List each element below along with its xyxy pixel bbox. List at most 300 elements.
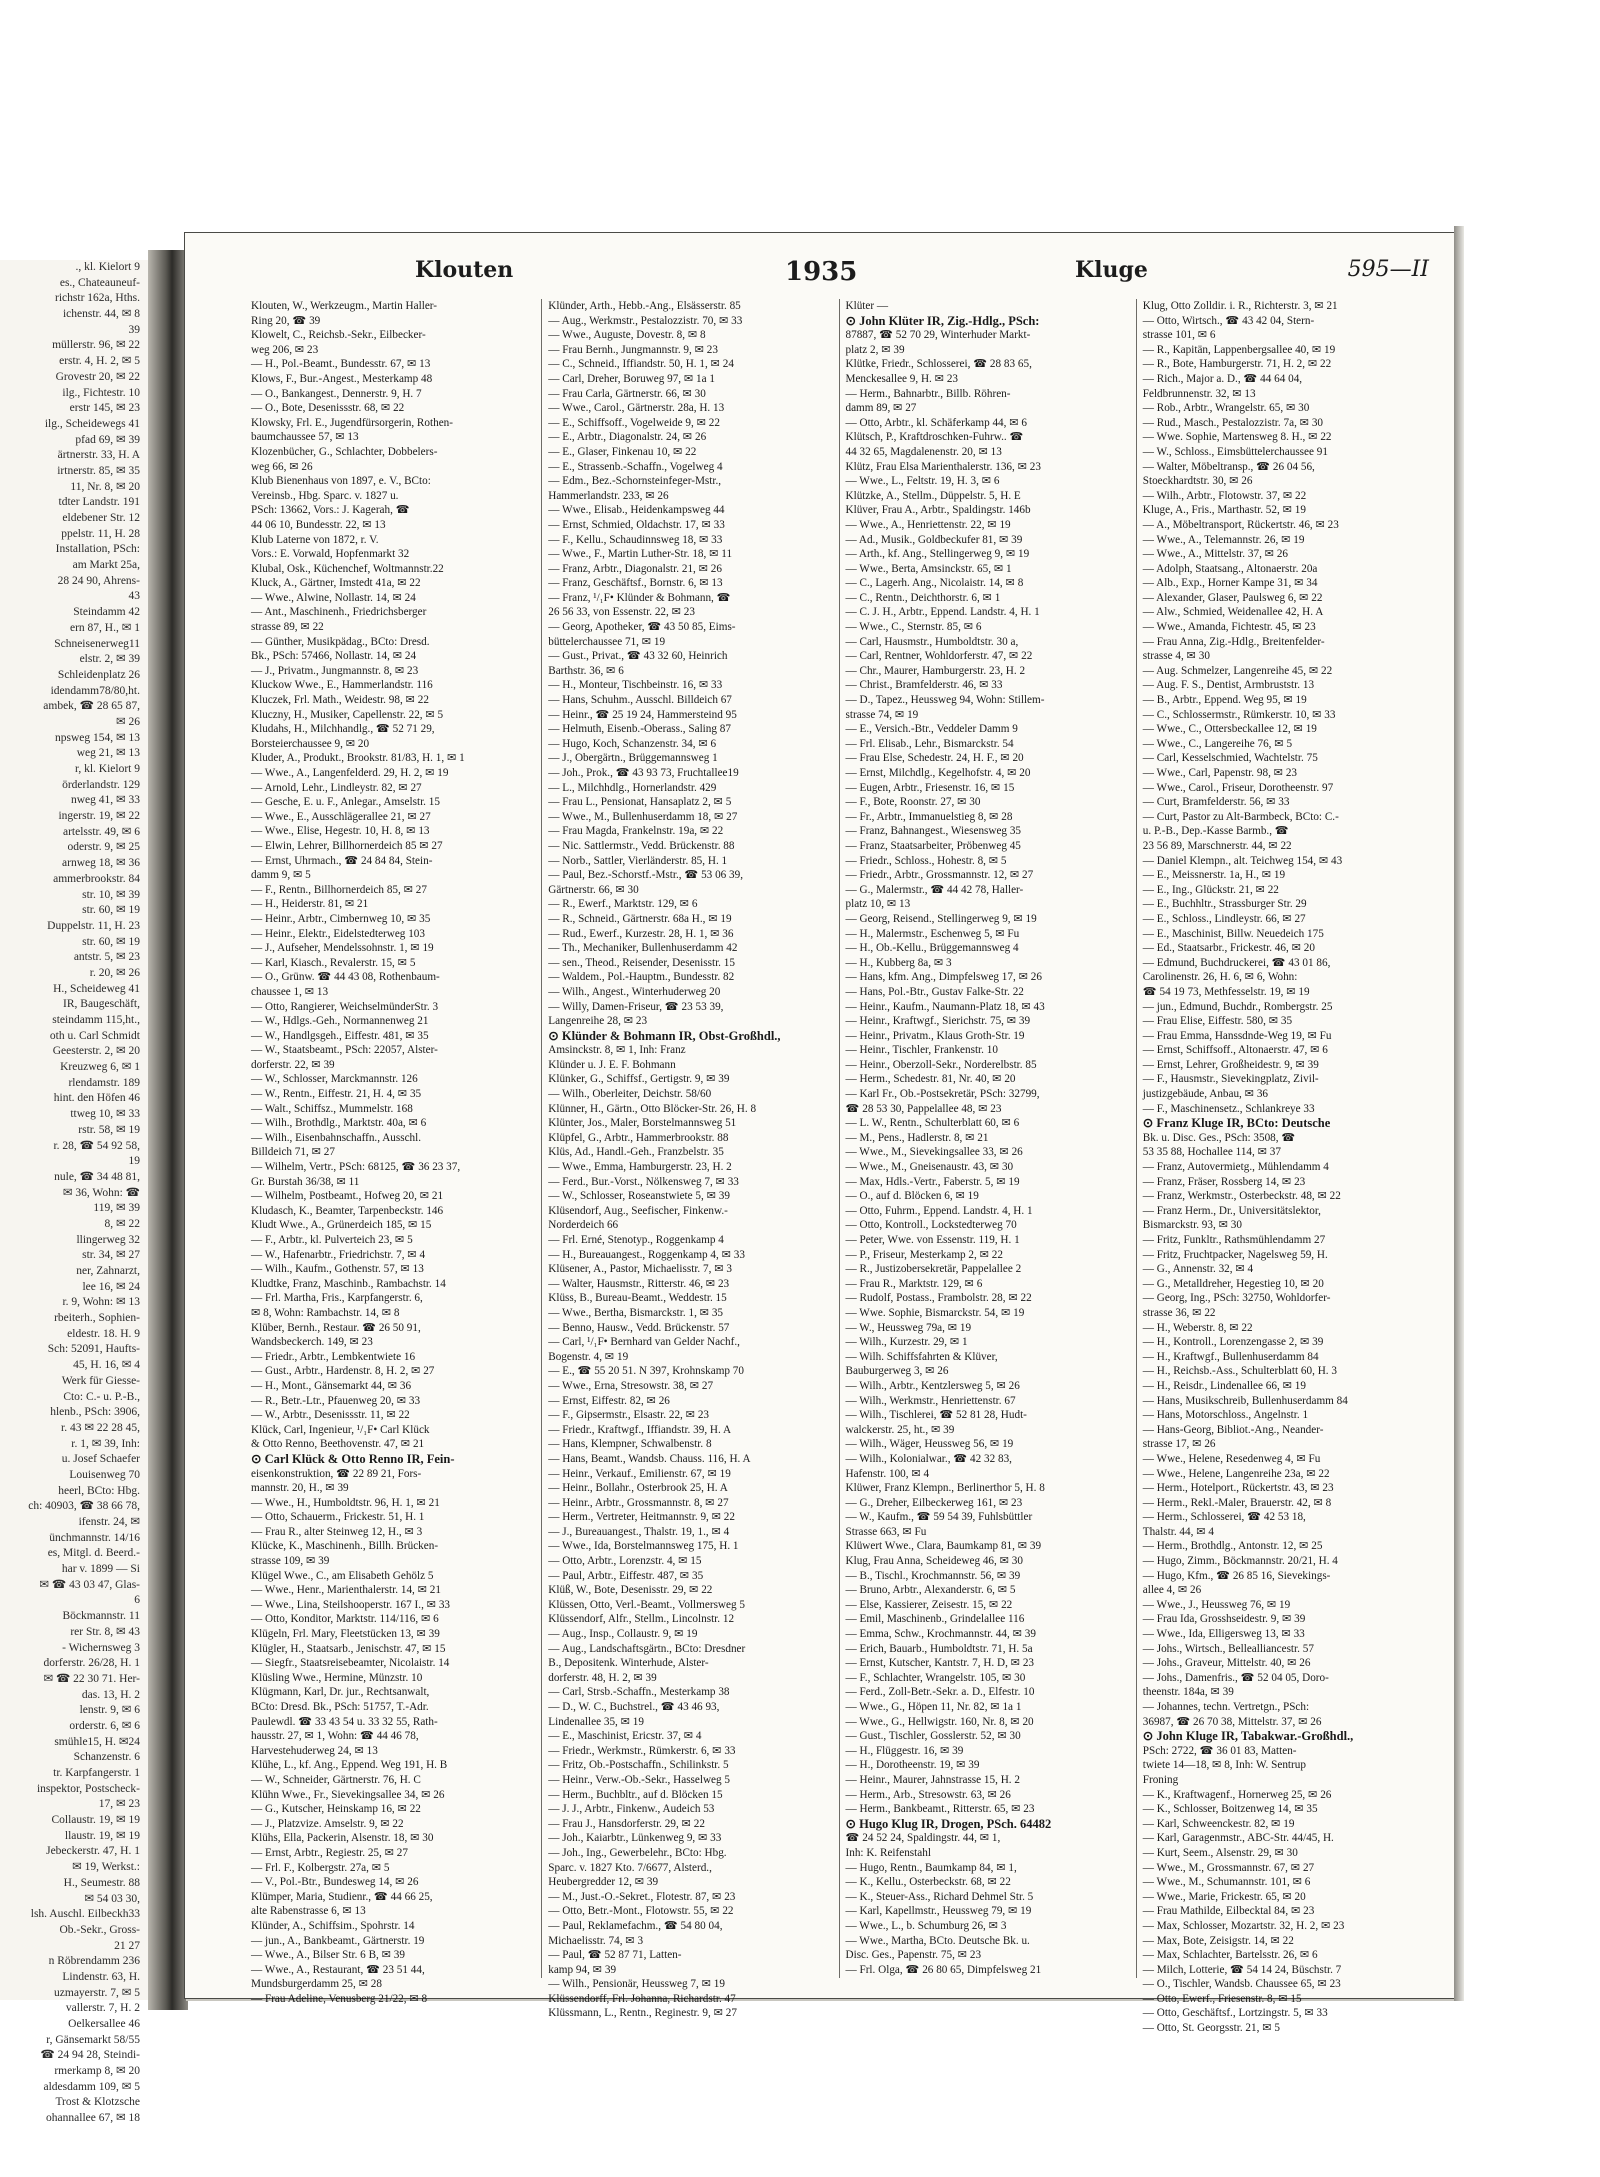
directory-entry: — Wwe., A., Telemannstr. 26, ✉ 19 [1142,533,1305,546]
directory-entry: — E., Schiffsoff., Vogelweide 9, ✉ 22 [548,416,720,429]
left-page-line: n Röbrendamm 236 [48,1955,140,1968]
directory-entry: — F., Bote, Roonstr. 27, ✉ 30 [845,796,981,809]
directory-entry: Klüs, Ad., Handl.-Geh., Franzbelstr. 35 [548,1146,724,1159]
directory-entry: — Otto, Rangierer, WeichselmünderStr. 3 [251,1000,439,1013]
directory-entry: Klüssendorff, Frl. Johanna, Richardstr. 47 [548,1992,736,2005]
left-page-line: ppelstr. 11, H. 28 [61,527,140,540]
directory-entry: — Hans, Beamt., Wandsb. Chauss. 116, H. A [548,1452,751,1465]
left-page-line: ttweg 10, ✉ 33 [70,1108,140,1121]
directory-entry: — Heinr., Verw.-Ob.-Sekr., Hasselweg 5 [548,1773,731,1786]
directory-entry: eisenkonstruktion, ☎ 22 89 21, Fors- [251,1467,422,1480]
directory-entry: Kluckow Wwe., E., Hammerlandstr. 116 [251,679,433,692]
directory-entry: — W., Hafenarbtr., Friedrichstr. 7, ✉ 4 [251,1248,426,1261]
left-page-line: steindamm 115,ht., [52,1014,140,1026]
directory-entry: — Wilh., Brothdlg., Marktstr. 40a, ✉ 6 [251,1117,427,1130]
directory-entry: — Wwe., Elisab., Heidenkampsweg 44 [548,504,725,517]
directory-entry: — W., Schlosser, Marckmannstr. 126 [251,1073,418,1086]
directory-entry: — Wwe., Erna, Stresowstr. 38, ✉ 27 [548,1379,714,1392]
directory-entry: — Ferd., Zoll-Betr.-Sekr. a. D., Elfestr. 10 [845,1686,1035,1699]
directory-entry: — B., Arbtr., Eppend. Weg 95, ✉ 19 [1142,694,1307,707]
left-page-line: rer Str. 8, ✉ 43 [70,1625,140,1638]
directory-entry: — Heinr., Maurer, Jahnstrasse 15, H. 2 [845,1773,1020,1786]
directory-entry: — Franz, Autovermietg., Mühlendamm 4 [1142,1161,1329,1174]
directory-entry: — Frau L., Pensionat, Hansaplatz 2, ✉ 5 [548,796,732,809]
directory-entry: — Wwe., A., Mittelstr. 37, ✉ 26 [1142,548,1289,561]
directory-entry: — Franz, Fräser, Rossberg 14, ✉ 23 [1142,1175,1306,1188]
directory-entry: — G., Annenstr. 32, ✉ 4 [1142,1263,1254,1276]
directory-entry: — Wilh., Arbtr., Flotowstr. 37, ✉ 22 [1142,489,1307,502]
left-page-line: ünchmannstr. 14/16 [49,1531,140,1544]
directory-entry: — Carl, Rentner, Wohldorferstr. 47, ✉ 22 [845,650,1033,663]
left-page-line: orderstr. 6, ✉ 6 [69,1719,140,1732]
left-page-line: ärtnerstr. 33, H. A [57,449,140,462]
directory-entry: — Wilh., Werkmstr., Henriettenstr. 67 [845,1394,1016,1407]
directory-entry: — Hans, Motorschloss., Angelnstr. 1 [1142,1409,1309,1422]
left-page-line: ifenstr. 24, ✉ [78,1516,140,1528]
directory-entry: — Heinr., Verkauf., Emilienstr. 67, ✉ 19 [548,1467,731,1480]
left-page-line: vallerstr. 7, H. 2 [65,2002,140,2015]
left-page-line: lee 16, ✉ 24 [82,1280,140,1293]
left-page-line: das. 13, H. 2 [81,1688,140,1701]
directory-entry: 26 56 33, von Essenstr. 22, ✉ 23 [548,606,695,619]
directory-entry: — H., Weberstr. 8, ✉ 22 [1142,1321,1253,1334]
directory-entry: — Friedr., Schloss., Hohestr. 8, ✉ 5 [845,854,1007,867]
directory-entry: — G., Malermstr., ☎ 44 42 78, Haller- [845,883,1024,896]
directory-entry: — Heinr., Kaufm., Naumann-Platz 18, ✉ 43 [845,1000,1045,1013]
directory-entry: — Karl, Schweenckestr. 82, ✉ 19 [1142,1817,1295,1830]
directory-entry: — Wwe., Berta, Amsinckstr. 65, ✉ 1 [845,562,1012,575]
directory-entry: Klubal, Osk., Küchenchef, Woltmannstr.22 [251,562,444,575]
directory-entry: — Otto, Fuhrm., Eppend. Landstr. 4, H. 1 [845,1204,1033,1217]
directory-entry: Kludt Wwe., A., Grünerdeich 185, ✉ 15 [251,1219,432,1232]
directory-entry: — Aug., Insp., Collaustr. 9, ✉ 19 [548,1628,698,1641]
directory-entry: — Rob., Arbtr., Wrangelstr. 65, ✉ 30 [1142,402,1310,415]
left-page-line: r. 9, Wohn: ✉ 13 [62,1296,140,1309]
directory-entry: platz 2, ✉ 39 [845,343,905,356]
directory-entry: — Wilh., Tischlerei, ☎ 52 81 28, Hudt- [845,1409,1027,1422]
directory-entry: — Curt, Pastor zu Alt-Barmbeck, BCto: C.- [1142,810,1339,823]
directory-entry: — Hugo, Zimm., Böckmannstr. 20/21, H. 4 [1142,1555,1338,1568]
directory-entry: — Wwe., Alwine, Nollastr. 14, ✉ 24 [251,591,416,604]
directory-entry: — Wwe., A., Bilser Str. 6 B, ✉ 39 [251,1949,405,1962]
directory-entry: allee 4, ✉ 26 [1142,1584,1202,1597]
directory-entry: — Franz, Bahnangest., Wiesensweg 35 [845,825,1022,838]
directory-entry: — Frau Emma, Hanssdnde-Weg 19, ✉ Fu [1142,1029,1332,1042]
directory-entry: — Paul, Bez.-Schorstf.-Mstr., ☎ 53 06 39, [548,869,744,882]
directory-entry: — Max, Schlachter, Bartelsstr. 26, ✉ 6 [1142,1949,1318,1962]
directory-entry: chaussee 1, ✉ 13 [251,985,329,998]
directory-entry: ⊙ John Kluge IR, Tabakwar.-Großhdl., [1142,1729,1354,1744]
directory-entry: — O., Bankangest., Dennerstr. 9, H. 7 [251,387,422,400]
directory-entry: — Ed., Staatsarbr., Frickestr. 46, ✉ 20 [1142,942,1315,955]
directory-entry: — Otto, Arbtr., kl. Schäferkamp 44, ✉ 6 [845,416,1028,429]
left-page-line: ✉ 36, Wohn: ☎ [62,1186,140,1199]
directory-entry: — Walt., Schiffsz., Mummelstr. 168 [251,1102,413,1115]
directory-entry: Stoeckhardtstr. 30, ✉ 26 [1142,475,1253,488]
left-page-line: oth u. Carl Schmidt [49,1029,140,1042]
directory-entry: — W., Heussweg 79a, ✉ 19 [845,1321,972,1334]
directory-entry: — Nic. Sattlermstr., Vedd. Brückenstr. 88 [548,839,735,852]
directory-entry: — Wwe., J., Heussweg 76, ✉ 19 [1142,1598,1291,1611]
directory-entry: — H., Reisdr., Lindenallee 66, ✉ 19 [1142,1379,1306,1392]
left-page-fragment [0,260,150,2125]
directory-entry: — Hugo, Rentn., Baumkamp 84, ✉ 1, [845,1861,1017,1874]
directory-entry: ⊙ Hugo Klug IR, Drogen, PSch. 64482 [845,1816,1052,1831]
directory-entry: — Ernst, Uhrmach., ☎ 24 84 84, Stein- [251,854,433,867]
directory-entry: — Wwe., C., Sternstr. 85, ✉ 6 [845,621,982,634]
directory-entry: Kluczek, Frl. Math., Weidestr. 98, ✉ 22 [251,694,429,707]
directory-entry: — Gust., Privat., ☎ 43 32 60, Heinrich [548,650,728,663]
directory-entry: — Wwe., M., Bullenhuserdamm 18, ✉ 27 [548,810,738,823]
directory-entry: — O., Tischler, Wandsb. Chaussee 65, ✉ 23 [1142,1978,1341,1991]
directory-entry: Klüsener, A., Pastor, Michaelisstr. 7, ✉ 3 [548,1263,732,1276]
left-page-line: Trost & Klotzsche [55,2096,140,2109]
directory-entry: — Wwe., Henr., Marienthalerstr. 14, ✉ 21 [251,1584,441,1597]
directory-entry: — H., Ob.-Kellu., Brüggemannsweg 4 [845,942,1019,955]
directory-entry: Klühe, L., kf. Ang., Eppend. Weg 191, H. B [251,1759,448,1772]
directory-entry: Menckesallee 9, H. ✉ 23 [845,372,959,385]
directory-entry: — Milch, Lotterie, ☎ 54 14 24, Büschstr. 7 [1142,1963,1342,1976]
directory-entry: u. P.-B., Dep.-Kasse Barmb., ☎ [1142,825,1289,838]
directory-entry: — H., Dorotheenstr. 19, ✉ 39 [845,1759,980,1772]
left-page-line: müllerstr. 96, ✉ 22 [52,339,140,352]
directory-entry: — Frl. F., Kolbergstr. 27a, ✉ 5 [251,1861,390,1874]
directory-entry: dorferstr. 48, H. 2, ✉ 39 [548,1671,657,1684]
left-page-line: Louisenweg 70 [69,1468,140,1481]
left-page-line: Ob.-Sekr., Gross- [59,1923,140,1936]
directory-entry: — Frl. Olga, ☎ 26 80 65, Dimpfelsweg 21 [845,1963,1042,1976]
directory-entry: — E., Arbtr., Diagonalstr. 24, ✉ 26 [548,431,707,444]
left-page-line: u. Josef Schaefer [61,1453,140,1466]
directory-entry: — Peter, Wwe. von Essenstr. 119, H. 1 [845,1234,1020,1246]
directory-entry: — J., Platzvize. Amselstr. 9, ✉ 22 [251,1817,404,1830]
directory-entry: — Georg, Ing., PSch: 32750, Wohldorfer- [1142,1292,1331,1305]
directory-entry: 44 32 65, Magdalenenstr. 20, ✉ 13 [845,445,1002,458]
directory-entry: Klows, F., Bur.-Angest., Mesterkamp 48 [251,372,433,385]
directory-entry: — Gust., Arbtr., Hardenstr. 8, H. 2, ✉ 27 [251,1365,435,1378]
left-page-line: str. 60, ✉ 19 [82,904,140,917]
directory-entry: — L. W., Rentn., Schulterblatt 60, ✉ 6 [845,1117,1020,1130]
directory-entry: — Hugo, Koch, Schanzenstr. 34, ✉ 6 [548,737,717,750]
directory-entry: ☎ 54 19 73, Methfesselstr. 19, ✉ 19 [1142,985,1310,998]
directory-entry: — Johannes, techn. Vertretgn., PSch: [1142,1701,1310,1713]
left-page-line: str. 34, ✉ 27 [82,1249,140,1262]
column-2 [541,299,838,2020]
left-page-line: ilg., Fichtestr. 10 [62,386,140,399]
directory-entry: — H., Kubberg 8a, ✉ 3 [845,956,952,969]
directory-entry: — E., Ing., Glückstr. 21, ✉ 22 [1142,883,1279,896]
directory-entry: — R., Bote, Hamburgerstr. 71, H. 2, ✉ 22 [1142,358,1332,371]
directory-entry: — Daniel Klempn., alt. Teichweg 154, ✉ 43 [1142,854,1343,867]
directory-entry: — Ernst, Schmied, Oldachstr. 17, ✉ 33 [548,518,725,531]
entry-columns [245,299,1433,2035]
directory-entry: Klünder, A., Schiffsim., Spohrstr. 14 [251,1919,415,1932]
directory-entry: Wandsbeckerch. 149, ✉ 23 [251,1336,373,1349]
directory-entry: — Wwe., C., Ottersbeckallee 12, ✉ 19 [1142,723,1317,736]
directory-entry: — Willy, Damen-Friseur, ☎ 23 53 39, [548,1000,724,1013]
directory-entry: — Wwe., A., Langenfelderd. 29, H. 2, ✉ 19 [251,767,449,779]
directory-entry: — F., Hausmstr., Sievekingplatz, Zivil- [1142,1073,1319,1086]
directory-entry: — Wwe., Carl, Papenstr. 98, ✉ 23 [1142,767,1298,779]
directory-entry: — M., Just.-O.-Sekret., Flotestr. 87, ✉ 23 [548,1890,736,1903]
directory-entry: — Wwe., L., b. Schumburg 26, ✉ 3 [845,1919,1007,1932]
directory-entry: Langenreihe 28, ✉ 23 [548,1015,648,1028]
directory-entry: — Carl, Strsb.-Schaffn., Mesterkamp 38 [548,1686,730,1699]
directory-entry: — Aug. Schmelzer, Langenreihe 45, ✉ 22 [1142,664,1333,677]
directory-entry: — Emil, Maschinenb., Grindelallee 116 [845,1613,1025,1626]
directory-entry: 36987, ☎ 26 70 38, Mittelstr. 37, ✉ 26 [1142,1715,1322,1728]
directory-entry: Bogenstr. 4, ✉ 19 [548,1350,629,1363]
directory-entry: Froning [1142,1773,1179,1786]
left-page-line: str. 60, ✉ 19 [82,935,140,948]
directory-entry: — Georg, Apotheker, ☎ 43 50 85, Eims- [548,621,736,634]
directory-entry: Klüss, B., Bureau-Beamt., Weddestr. 15 [548,1292,727,1305]
directory-entry: — Hans, Klempner, Schwalbenstr. 8 [548,1438,712,1451]
book-spine [148,250,188,2010]
directory-entry: — J., Privatm., Jungmannstr. 8, ✉ 23 [251,664,419,677]
directory-entry: — Herm., Hotelport., Rückertstr. 43, ✉ 23 [1142,1482,1334,1495]
directory-entry: — Otto, Ewerf., Friesenstr. 8, ✉ 15 [1142,1992,1302,2005]
directory-entry: — K., Kraftwagenf., Hornerweg 25, ✉ 26 [1142,1788,1332,1801]
directory-entry: Carolinenstr. 26, H. 6, ✉ 6, Wohn: [1142,971,1298,984]
directory-entry: — Wilh., Kurzestr. 29, ✉ 1 [845,1336,968,1349]
left-page-line: eldestr. 18. H. 9 [67,1327,140,1340]
directory-entry: — jun., A., Bankbeamt., Gärtnerstr. 19 [251,1934,425,1947]
directory-entry: ✉ 8, Wohn: Rambachstr. 14, ✉ 8 [251,1306,400,1319]
directory-entry: weg 206, ✉ 23 [251,343,319,356]
directory-entry: strasse 89, ✉ 22 [251,621,324,634]
directory-entry: — Wwe., Carol., Friseur, Dorotheenstr. 97 [1142,781,1334,794]
directory-entry: — W., Schlosser, Roseanstwiete 5, ✉ 39 [548,1190,730,1203]
directory-entry: — Max, Schlosser, Mozartstr. 32, H. 2, ✉ 23 [1142,1919,1345,1932]
directory-entry: — Wilhelm, Postbeamt., Hofweg 20, ✉ 21 [251,1190,444,1203]
left-page-line: Jebeckerstr. 47, H. 1 [46,1845,140,1858]
left-page-line: heerl, BCto: Hbg. [58,1484,140,1497]
directory-entry: — Wwe., Martha, BCto. Deutsche Bk. u. [845,1934,1030,1947]
directory-entry: — Heinr., Oberzoll-Sekr., Norderelbstr. 85 [845,1058,1037,1071]
directory-entry: Klütz, Frau Elsa Marienthalerstr. 136, ✉ 23 [845,460,1041,473]
directory-entry: — Fritz, Fruchtpacker, Nagelsweg 59, H. [1142,1248,1328,1261]
directory-entry: — Heinr., Arbtr., Cimbernweg 10, ✉ 35 [251,912,431,925]
directory-entry: Feldbrunnenstr. 32, ✉ 13 [1142,387,1256,400]
directory-entry: — E., Schloss., Lindleystr. 66, ✉ 27 [1142,912,1306,925]
directory-entry: — Frau Ida, Grosshseidestr. 9, ✉ 39 [1142,1613,1306,1626]
directory-entry: — Wwe., Marie, Frickestr. 65, ✉ 20 [1142,1890,1306,1903]
left-page-line: Steindamm 42 [73,606,140,619]
directory-entry: 44 06 10, Bundesstr. 22, ✉ 13 [251,518,386,531]
directory-entry: — L., Milchhdlg., Hornerlandstr. 429 [548,781,717,794]
directory-entry: — Aug., Werkmstr., Pestalozzistr. 70, ✉ 33 [548,314,743,327]
directory-entry: — F., Maschinensetz., Schlankreye 33 [1142,1102,1315,1115]
directory-entry: — Ernst, Kutscher, Kantstr. 7, H. D, ✉ 23 [845,1657,1035,1670]
left-page-line: ☎ 24 94 28, Steindi- [40,2049,140,2062]
directory-entry: Klügeln, Frl. Mary, Fleetstücken 13, ✉ 39 [251,1628,440,1641]
directory-entry: — Heinr., Arbtr., Grossmannstr. 8, ✉ 27 [548,1496,729,1509]
left-page-line: lenstr. 9, ✉ 6 [79,1704,140,1717]
left-page-line: ✉ ☎ 22 30 71. Her- [43,1672,140,1685]
left-page-line: lsh. Auschl. Eilbeckh33 [30,1908,140,1921]
left-page-line: ilg., Scheidewegs 41 [44,417,140,430]
column-3 [839,299,1136,1978]
directory-entry: — H., Malermstr., Eschenweg 5, ✉ Fu [845,927,1020,940]
left-page-line: Grovestr 20, ✉ 22 [55,370,140,383]
directory-entry: — Aug., Landschaftsgärtn., BCto: Dresdner [548,1642,746,1655]
directory-entry: Klügler, H., Staatsarb., Jenischstr. 47, ✉ 15 [251,1642,446,1655]
directory-entry: — Rud., Ewerf., Kurzestr. 28, H. 1, ✉ 36 [548,927,734,940]
directory-entry: Kludahs, H., Milchhandlg., ☎ 52 71 29, [251,723,435,736]
directory-entry: — Otto, St. Georgsstr. 21, ✉ 5 [1142,2022,1280,2035]
directory-entry: Klüssendorf, Alfr., Stellm., Lincolnstr. 12 [548,1613,735,1626]
directory-entry: — Herm., Schedestr. 81, Nr. 40, ✉ 20 [845,1073,1016,1086]
header-right-word: Kluge [1075,257,1148,283]
directory-entry: — D., Tapez., Heussweg 94, Wohn: Stillem- [845,694,1045,707]
directory-entry: — Wwe. Sophie, Bismarckstr. 54, ✉ 19 [845,1306,1025,1319]
left-page-line: tr. Karpfangerstr. 1 [53,1767,140,1779]
directory-entry: — C., Schlossermstr., Rümkerstr. 10, ✉ 33 [1142,708,1336,721]
left-page-line: 19 [128,1155,140,1168]
directory-entry: Klug, Frau Anna, Scheideweg 46, ✉ 30 [845,1555,1023,1568]
directory-entry: — R., Kapitän, Lappenbergsallee 40, ✉ 19 [1142,343,1336,356]
directory-entry: — Wilh., Eisenbahnschaffn., Ausschl. [251,1131,422,1144]
directory-entry: — Wwe., Helene, Langenreihe 23a, ✉ 22 [1142,1467,1330,1480]
directory-entry: Klünder, Arth., Hebb.-Ang., Elsässerstr. 85 [548,300,741,312]
directory-entry: — Frl. Martha, Fris., Karpfangerstr. 6, [251,1292,423,1305]
left-page-line: richstr 162a, Hths. [55,292,140,305]
directory-entry: — Hugo, Kfm., ☎ 26 85 16, Sievekings- [1142,1569,1331,1582]
directory-entry: — Carl, ¹/₁F• Bernhard van Gelder Nachf., [548,1336,740,1349]
directory-entry: Hammerlandstr. 233, ✉ 26 [548,489,669,502]
directory-entry: Mundsburgerdamm 25, ✉ 28 [251,1978,382,1991]
directory-entry: ☎ 28 53 30, Pappelallee 48, ✉ 23 [845,1102,1002,1115]
directory-entry: — Frl. Elisab., Lehr., Bismarckstr. 54 [845,737,1014,750]
left-page-line: 39 [128,323,140,336]
directory-entry: — Gesche, E. u. F., Anlegar., Amselstr. 15 [251,796,440,809]
directory-entry: — Heinr., Privatm., Klaus Groth-Str. 19 [845,1029,1025,1042]
directory-entry: — Wilh., Angest., Winterhuderweg 20 [548,985,721,998]
directory-entry: — Heinr., ☎ 25 19 24, Hammersteind 95 [548,708,737,721]
directory-entry: — W., Kaufm., ☎ 59 54 39, Fuhlsbüttler [845,1511,1033,1524]
left-page-line: weg 21, ✉ 13 [76,747,140,760]
directory-entry: — Rudolf, Postass., Frambolstr. 28, ✉ 22 [845,1292,1032,1305]
directory-entry: strasse 4, ✉ 30 [1142,650,1210,663]
directory-entry: — Carl, Hausmstr., Humboldtstr. 30 a, [845,635,1019,648]
directory-entry: — Norb., Sattler, Vierländerstr. 85, H. 1 [548,854,728,867]
directory-entry: Lindenallee 35, ✉ 19 [548,1715,644,1728]
directory-entry: — F., Kellu., Schaudinnsweg 18, ✉ 33 [548,533,723,546]
left-page-line: ch: 40903, ☎ 38 66 78, [28,1500,140,1513]
directory-entry: Michaelisstr. 74, ✉ 3 [548,1934,644,1947]
left-page-line: rbeiterh., Sophien- [54,1312,140,1325]
directory-entry: — Arth., kf. Ang., Stellingerweg 9, ✉ 19 [845,548,1030,561]
left-page-line: irtnerstr. 85, ✉ 35 [57,464,140,477]
directory-entry: 53 35 88, Hochallee 114, ✉ 37 [1142,1146,1281,1159]
directory-entry: ⊙ John Klüter IR, Zig.-Hdlg., PSch: [845,313,1040,328]
left-page-line: eldebener Str. 12 [62,512,140,524]
directory-entry: — Ant., Maschinenh., Friedrichsberger [251,606,427,619]
directory-entry: Klünner, H., Gärtn., Otto Blöcker-Str. 26, H. 8 [548,1102,757,1115]
directory-entry: Gärtnerstr. 66, ✉ 30 [548,883,639,896]
left-page-line: 17, ✉ 23 [98,1798,140,1811]
directory-entry: B., Depositenk. Winterhude, Alster- [548,1657,709,1670]
directory-entry: — Franz, Arbtr., Diagonalstr. 21, ✉ 26 [548,562,722,575]
directory-entry: — Frau J., Hansdorferstr. 29, ✉ 22 [548,1817,705,1830]
directory-entry: — E., Glaser, Finkenau 10, ✉ 22 [548,445,697,458]
directory-entry: — Frau Anna, Zig.-Hdlg., Breitenfelder- [1142,635,1325,648]
directory-entry: — Wwe., Amanda, Fichtestr. 45, ✉ 23 [1142,621,1316,634]
directory-entry: — H., Flüggestr. 16, ✉ 39 [845,1744,964,1757]
directory-entry: — Otto, Konditor, Marktstr. 114/116, ✉ 6 [251,1613,439,1626]
left-page-line: nweg 41, ✉ 33 [70,794,140,807]
directory-entry: — Wwe., Auguste, Dovestr. 8, ✉ 8 [548,329,706,342]
directory-entry: strasse 101, ✉ 6 [1142,329,1216,342]
directory-entry: — Wwe., Elise, Hegestr. 10, H. 8, ✉ 13 [251,825,430,838]
left-page-line: ichenstr. 44, ✉ 8 [62,308,140,321]
directory-entry: — Aug. F. S., Dentist, Armbruststr. 13 [1142,679,1315,692]
directory-entry: Klühs, Ella, Packerin, Alsenstr. 18, ✉ 30 [251,1832,434,1845]
directory-entry: — Max, Hdls.-Vertr., Faberstr. 5, ✉ 19 [845,1175,1020,1188]
directory-entry: dorferstr. 22, ✉ 39 [251,1058,335,1071]
left-page-line: r. 20, ✉ 26 [89,966,140,979]
directory-entry: — Helmuth, Eisenb.-Oberass., Saling 87 [548,723,731,736]
left-page-line: am Markt 25a, [72,559,140,572]
directory-entry: — Otto, Arbtr., Lorenzstr. 4, ✉ 15 [548,1555,702,1568]
left-page-line: r. 28, ☎ 54 92 58, [53,1139,140,1152]
directory-entry: — K., Kellu., Osterbeckstr. 68, ✉ 22 [845,1876,1011,1889]
directory-entry: — Wwe., M., Gneisenaustr. 43, ✉ 30 [845,1161,1014,1174]
directory-entry: — Ernst, Milchdlg., Kegelhofstr. 4, ✉ 20 [845,767,1031,779]
left-page-line: str. 10, ✉ 39 [82,888,140,901]
directory-entry: — H., Reichsb.-Ass., Schulterblatt 60, H. 3 [1142,1365,1337,1378]
directory-entry: — W., Handlgsgeh., Eiffestr. 481, ✉ 35 [251,1029,429,1042]
directory-entry: — Frau R., Marktstr. 129, ✉ 6 [845,1277,983,1290]
directory-entry: — O., Grünw. ☎ 44 43 08, Rothenbaum- [251,971,440,984]
directory-entry: — jun., Edmund, Buchdr., Rombergstr. 25 [1142,1000,1333,1013]
directory-entry: Klünter, Jos., Maler, Borstelmannsweg 51 [548,1117,737,1130]
directory-entry: — Wwe., E., Ausschlägerallee 21, ✉ 27 [251,810,431,823]
left-page-line: ✉ 54 03 30, [84,1892,140,1905]
directory-entry: Bauburgerweg 3, ✉ 26 [845,1365,949,1378]
directory-entry: — Arnold, Lehr., Lindleystr. 82, ✉ 27 [251,781,422,794]
directory-entry: — Emma, Schw., Krochmannstr. 44, ✉ 39 [845,1628,1036,1641]
directory-entry: — K., Steuer-Ass., Richard Dehmel Str. 5 [845,1890,1034,1903]
directory-entry: Sparc. v. 1827 Kto. 7/6677, Alsterd., [548,1861,712,1874]
directory-entry: büttelerchaussee 71, ✉ 19 [548,635,666,648]
directory-entry: Klüsling Wwe., Hermine, Münzstr. 10 [251,1671,423,1684]
directory-entry: — Friedr., Arbtr., Lembkentwiete 16 [251,1350,416,1363]
directory-entry: — W., Arbtr., Desenissstr. 11, ✉ 22 [251,1409,410,1422]
directory-entry: — B., Tischl., Krochmannstr. 56, ✉ 39 [845,1569,1021,1582]
directory-entry: — Wwe., Emma, Hamburgerstr. 23, H. 2 [548,1161,732,1174]
directory-entry: — Günther, Musikpädag., BCto: Dresd. [251,635,430,648]
left-page-line: - Wichernsweg 3 [62,1641,140,1654]
directory-entry: — J., Aufseher, Mendelssohnstr. 1, ✉ 19 [251,942,434,955]
directory-entry: — Kurt, Seem., Alsenstr. 29, ✉ 30 [1142,1846,1298,1859]
directory-entry: — sen., Theod., Reisender, Desenisstr. 15 [548,956,735,969]
left-page-line: tdter Landstr. 191 [58,496,140,509]
left-page-line: Kreuzweg 6, ✉ 1 [60,1061,140,1074]
directory-entry: — E., Meissnerstr. 1a, H., ✉ 19 [1142,869,1286,882]
directory-entry: — Joh., Kaiarbtr., Lünkenweg 9, ✉ 33 [548,1832,722,1845]
directory-entry: — Wwe., G., Höpen 11, Nr. 82, ✉ 1a 1 [845,1701,1022,1713]
directory-entry: — Georg, Reisend., Stellingerweg 9, ✉ 19 [845,912,1037,925]
directory-entry: — Wilhelm, Vertr., PSch: 68125, ☎ 36 23 37, [251,1161,461,1174]
directory-entry: — M., Pens., Hadlerstr. 8, ✉ 21 [845,1131,989,1144]
directory-entry: — Fr., Arbtr., Immanuelstieg 8, ✉ 28 [845,810,1013,823]
left-page-line: 8, ✉ 22 [104,1217,140,1230]
left-page-line: erstr 145, ✉ 23 [69,402,140,415]
directory-entry: — H., Monteur, Tischbeinstr. 16, ✉ 33 [548,679,723,692]
directory-entry: — W., Schneider, Gärtnerstr. 76, H. C [251,1773,421,1786]
